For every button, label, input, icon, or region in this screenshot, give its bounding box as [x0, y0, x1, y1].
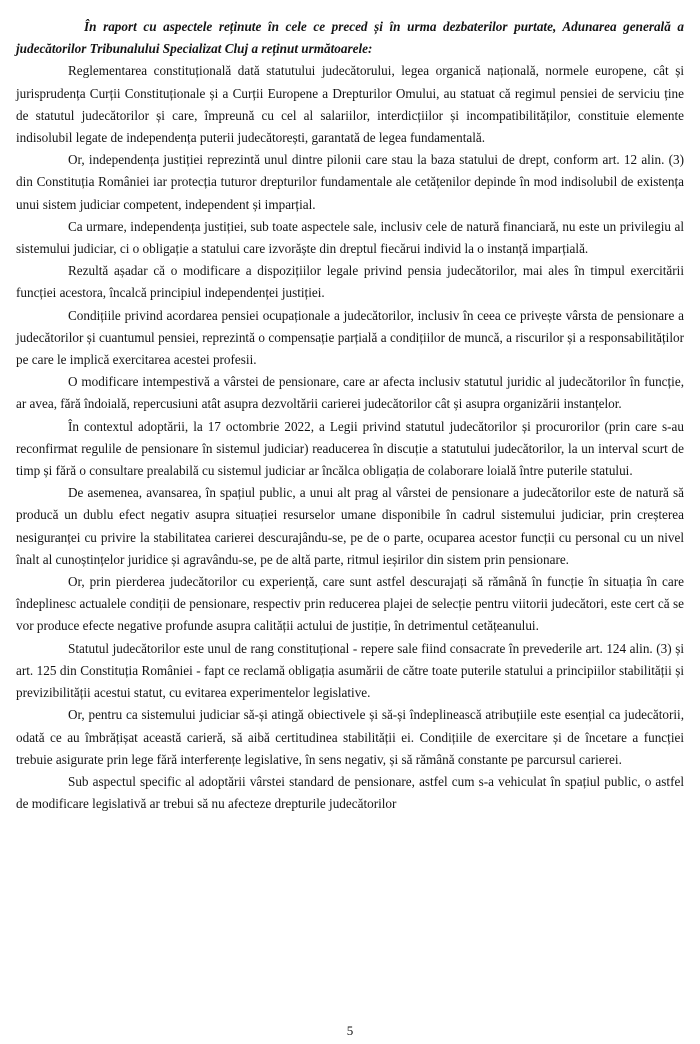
paragraph-6: O modificare intempestivă a vârstei de pensionare, care ar afecta inclusiv statutul juridic al judecătorilor în funcție, ar avea, fără îndoială, repercusiuni atât asupra dezvoltării carierei judecătorilor cât și asupra organizării instanțelor.: [16, 374, 684, 412]
intro-paragraph: În raport cu aspectele reținute în cele ce preced și în urma dezbaterilor purtate, Adunarea generală a judecătorilor Tribunalului Specializat Cluj a reținut următoarele:: [16, 19, 684, 57]
paragraph-9: Or, prin pierderea judecătorilor cu experiență, care sunt astfel descurajați să rămână în funcție în situația în care îndeplinesc actualele condiții de pensionare, respectiv prin reducerea plajei de selecție pentru viitorii judecători, este cert că se vor produce efecte negative profunde asupra calității actului de justiție, în detrimentul cetățeanului.: [16, 574, 684, 634]
paragraph-3: Ca urmare, independența justiției, sub toate aspectele sale, inclusiv cele de natură financiară, nu este un privilegiu al sistemului judiciar, ci o obligație a statului care izvorăște din dreptul fiecărui individ la o instanță imparțială.: [16, 218, 684, 257]
paragraph-2: Or, independența justiției reprezintă unul dintre pilonii care stau la baza statului de drept, conform art. 12 alin. (3) din Constituția României iar protecția tuturor drepturilor fundamentale ale cetățenilor depinde în mod indisolubil de existența unui sistem judiciar competent, independent și imparțial.: [16, 152, 684, 212]
paragraph-10: Statutul judecătorilor este unul de rang constituțional - repere sale fiind consacrate în prevederile art. 124 alin. (3) și art. 125 din Constituția României - fapt ce reclamă obligația asumării de către toate puterile statului a principiilor stabilității și previzibilității acestui statut, cu evitarea experimentelor legislative.: [16, 640, 684, 701]
page-number: 5: [346, 1023, 354, 1038]
paragraph-11: Or, pentru ca sistemului judiciar să-și atingă obiectivele și să-și îndeplinească atribuțiile este esențial ca judecătorii, odată ce au îmbrățișat această carieră, să aibă certitudinea stabilității ei. Condițiile de exercitare și de încetare a funcției trebuie asigurate prin lege fără interferențe legislative, în sens negativ, și să rămână constante pe parcursul carierei.: [16, 707, 684, 767]
paragraph-4: Rezultă așadar că o modificare a dispozițiilor legale privind pensia judecătorilor, mai ales în timpul exercitării funcției acestora, încalcă principiul independenței justiției.: [16, 263, 684, 301]
paragraph-12: Sub aspectul specific al adoptării vârstei standard de pensionare, astfel cum s-a vehiculat în spațiul public, o astfel de modificare legislativă ar trebui să nu afecteze drepturile judecătorilor: [16, 773, 684, 812]
paragraph-8: De asemenea, avansarea, în spațiul public, a unui alt prag al vârstei de pensionare a judecătorilor este de natură să producă un dublu efect negativ asupra situației resurselor umane disponibile în cadrul sistemului judiciar, prin creșterea nesiguranței cu privire la stabilitatea carierei descurajându-se, pe de o parte, ocuparea acestor funcții cu personal cu un nivel înalt al cunoștințelor juridice și agravându-se, pe de altă parte, ritmul ieșirilor din sistem prin pensionare.: [16, 485, 684, 567]
paragraph-1: Reglementarea constituțională dată statutului judecătorului, legea organică națională, normele europene, cât și jurisprudența Curții Constituționale și a Curții Europene a Drepturilor Omului, au statuat că regimul pensiei de serviciu ține de statutul judecătorilor și care, împreună cu cel al salariilor, interdicțiilor și incompatibilităților, constituie elemente indisolubil legate de independența puterii judecătorești, garantată de legea fundamentală.: [16, 63, 684, 146]
paragraph-7: În contextul adoptării, la 17 octombrie 2022, a Legii privind statutul judecătorilor și procurorilor (prin care s-au reconfirmat regulile de pensionare în sistemul judiciar) readucerea în discuție a statutului judecătorilor, la un interval scurt de timp și fără o consultare prealabilă cu sistemul judiciar ar încălca obligația de colaborare loială între puterile statului.: [16, 418, 684, 479]
paragraph-5: Condițiile privind acordarea pensiei ocupaționale a judecătorilor, inclusiv în ceea ce privește vârsta de pensionare a judecătorilor și cuantumul pensiei, reprezintă o compensație parțială a condițiilor de muncă, a riscurilor și a responsabilităților pe care le implică exercitarea acestei profesii.: [16, 307, 684, 368]
